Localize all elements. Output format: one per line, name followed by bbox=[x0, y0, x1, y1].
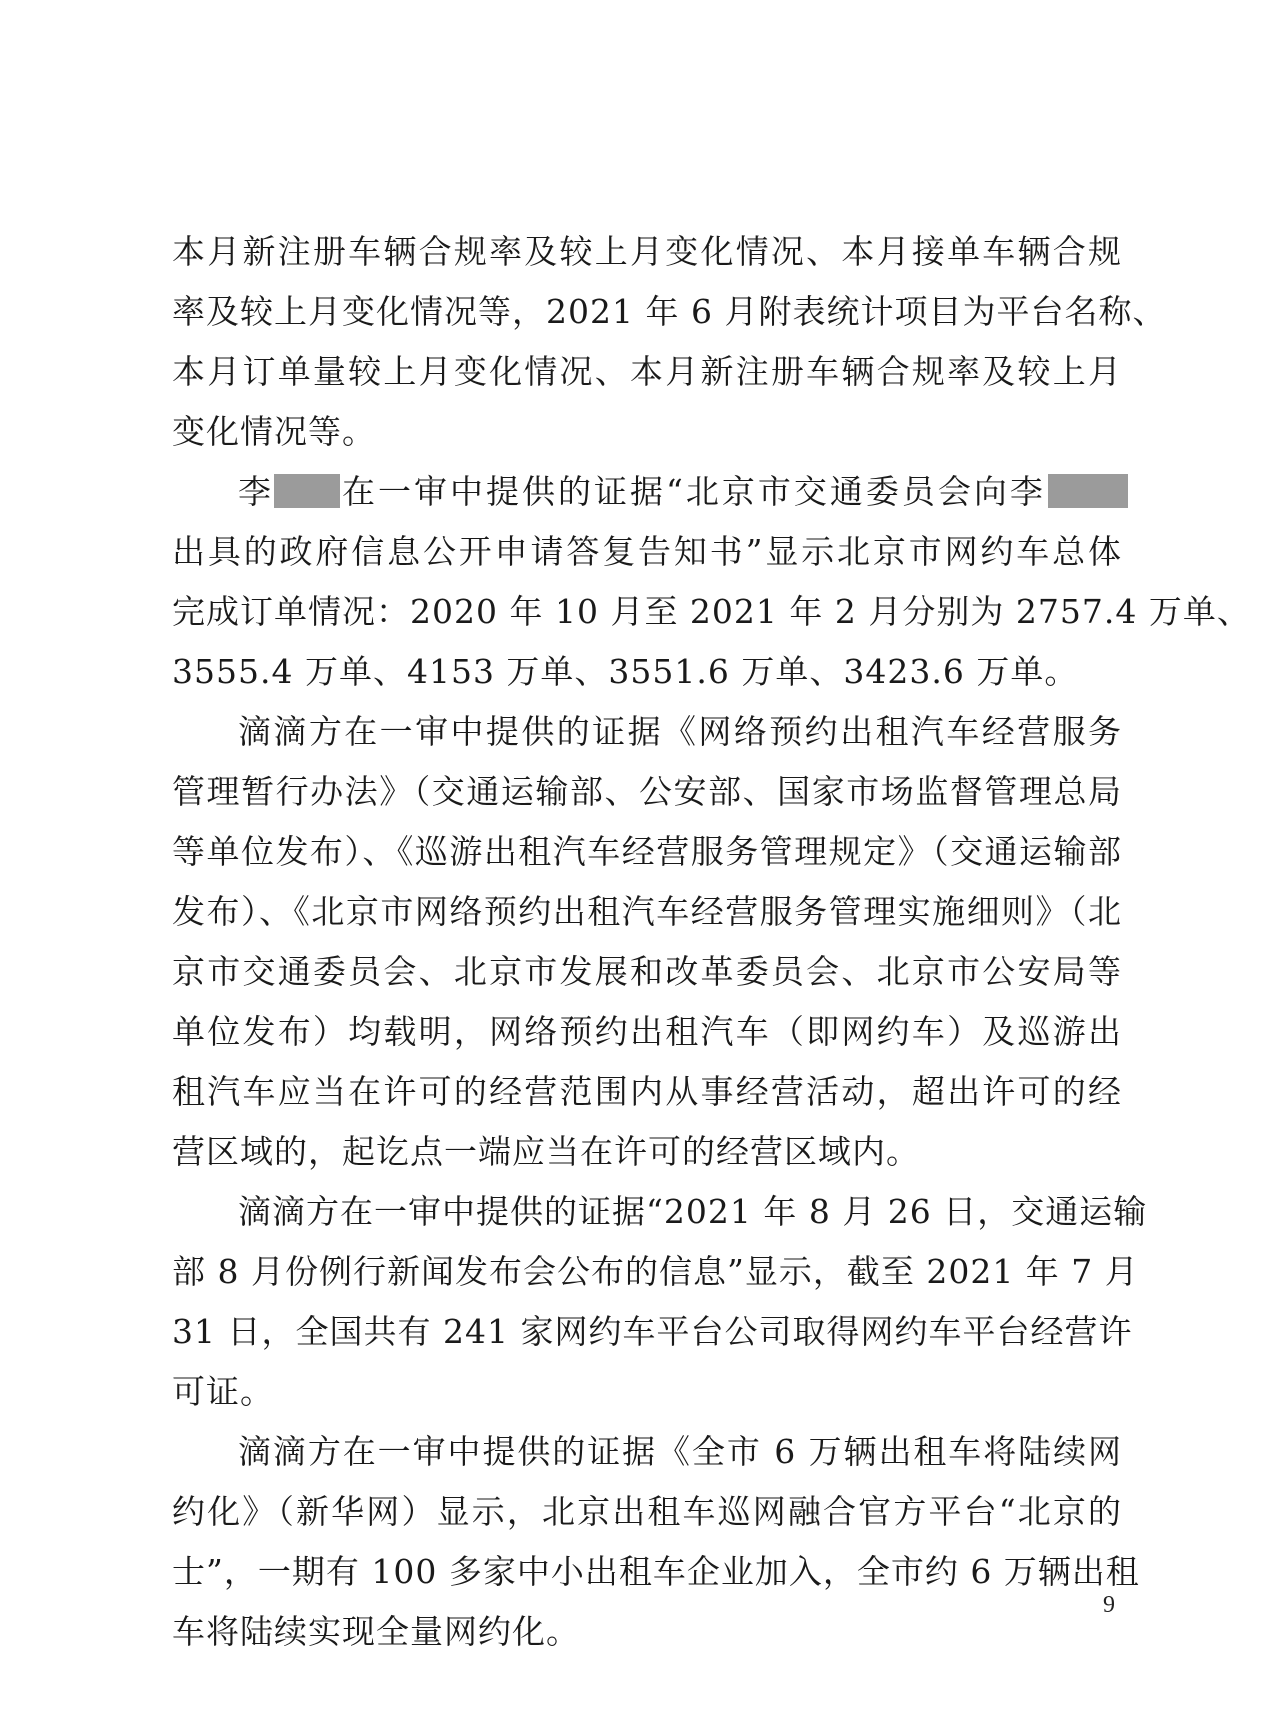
text-line: 车将陆续实现全量网约化。 bbox=[172, 1612, 580, 1651]
text-line: 3555.4 万单、4153 万单、3551.6 万单、3423.6 万单。 bbox=[172, 652, 1079, 691]
text-line: 本月订单量较上月变化情况、本月新注册车辆合规率及较上月 bbox=[172, 352, 1122, 391]
text-line: 管理暂行办法》（交通运输部、公安部、国家市场监督管理总局 bbox=[172, 772, 1122, 811]
text-line: 本月新注册车辆合规率及较上月变化情况、本月接单车辆合规 bbox=[172, 232, 1122, 271]
text-line: 等单位发布）、《巡游出租汽车经营服务管理规定》（交通运输部 bbox=[172, 832, 1122, 871]
text-line: 滴滴方在一审中提供的证据《全市 6 万辆出租车将陆续网 bbox=[238, 1432, 1122, 1471]
page-number: 9 bbox=[1103, 1592, 1115, 1618]
text-line: 率及较上月变化情况等，2021 年 6 月附表统计项目为平台名称、 bbox=[172, 292, 1167, 331]
text-fragment: 李 bbox=[238, 472, 272, 511]
redaction-box bbox=[1048, 474, 1128, 508]
text-line: 约化》（新华网）显示，北京出租车巡网融合官方平台“北京的 bbox=[172, 1492, 1122, 1531]
text-line: 单位发布）均载明，网络预约出租汽车（即网约车）及巡游出 bbox=[172, 1012, 1122, 1051]
text-line: 京市交通委员会、北京市发展和改革委员会、北京市公安局等 bbox=[172, 952, 1122, 991]
text-line: 31 日，全国共有 241 家网约车平台公司取得网约车平台经营许 bbox=[172, 1312, 1133, 1351]
document-body bbox=[172, 222, 1251, 1662]
paragraph-5 bbox=[172, 1422, 1140, 1662]
paragraph-1 bbox=[172, 222, 1167, 462]
redaction-box bbox=[274, 474, 340, 508]
text-line: 士”，一期有 100 多家中小出租车企业加入，全市约 6 万辆出租 bbox=[172, 1552, 1140, 1591]
text-line: 部 8 月份例行新闻发布会公布的信息”显示，截至 2021 年 7 月 bbox=[172, 1252, 1139, 1291]
paragraph-3 bbox=[172, 702, 1122, 1182]
text-line: 变化情况等。 bbox=[172, 412, 376, 451]
text-line: 滴滴方在一审中提供的证据“2021 年 8 月 26 日，交通运输 bbox=[238, 1192, 1148, 1231]
text-line: 完成订单情况：2020 年 10 月至 2021 年 2 月分别为 2757.4 万单、 bbox=[172, 592, 1251, 631]
text-line-with-redaction bbox=[172, 462, 1122, 522]
text-fragment: 在一审中提供的证据“北京市交通委员会向李 bbox=[342, 472, 1046, 511]
paragraph-2 bbox=[172, 462, 1251, 702]
text-line: 滴滴方在一审中提供的证据《网络预约出租汽车经营服务 bbox=[238, 712, 1122, 751]
text-line: 可证。 bbox=[172, 1372, 274, 1411]
text-line: 发布）、《北京市网络预约出租汽车经营服务管理实施细则》（北 bbox=[172, 892, 1122, 931]
paragraph-4 bbox=[172, 1182, 1148, 1422]
text-line: 出具的政府信息公开申请答复告知书”显示北京市网约车总体 bbox=[172, 532, 1122, 571]
text-line: 租汽车应当在许可的经营范围内从事经营活动，超出许可的经 bbox=[172, 1072, 1122, 1111]
text-line: 营区域的，起讫点一端应当在许可的经营区域内。 bbox=[172, 1132, 920, 1171]
